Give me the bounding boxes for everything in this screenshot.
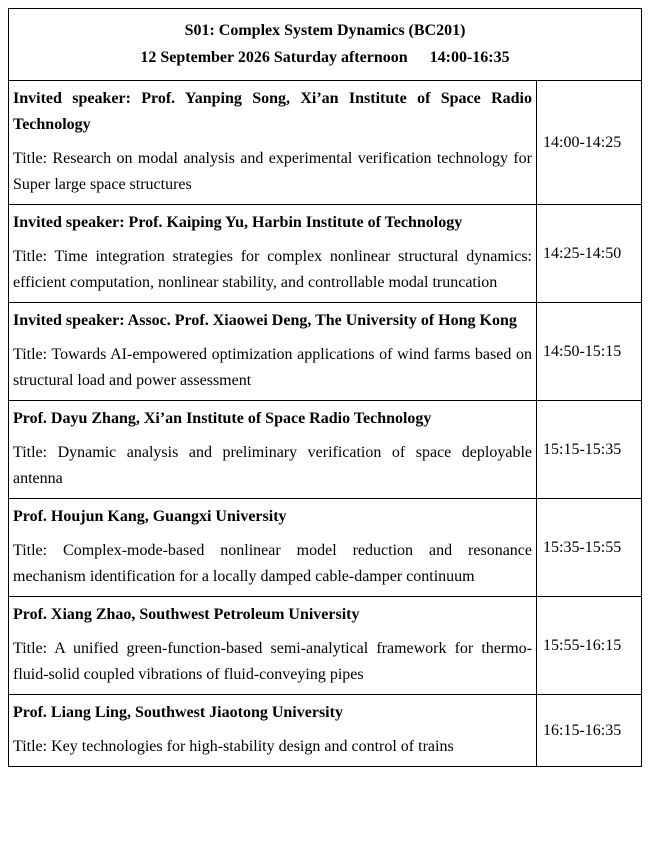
talk-speaker: Invited speaker: Prof. Kaiping Yu, Harbin Institute of Technology (13, 214, 463, 231)
talk-info (9, 597, 537, 695)
talk-row (9, 695, 642, 767)
talk-row (9, 303, 642, 401)
talk-title: Title: Research on modal analysis and experimental verification technology for Super large space structures (13, 150, 532, 193)
talk-row (9, 81, 642, 205)
talk-info (9, 81, 537, 205)
talk-time: 14:50-15:15 (537, 303, 642, 401)
talk-speaker: Invited speaker: Assoc. Prof. Xiaowei Deng, The University of Hong Kong (13, 312, 517, 329)
talk-info (9, 205, 537, 303)
talk-time: 14:25-14:50 (537, 205, 642, 303)
session-header-row (9, 9, 642, 81)
talk-row (9, 597, 642, 695)
talk-row (9, 205, 642, 303)
talk-info (9, 499, 537, 597)
talk-time: 16:15-16:35 (537, 695, 642, 767)
session-time: 14:00-16:35 (429, 49, 510, 66)
session-date-time (9, 49, 641, 67)
talk-info (9, 303, 537, 401)
talk-time: 14:00-14:25 (537, 81, 642, 205)
talk-speaker: Prof. Xiang Zhao, Southwest Petroleum University (13, 606, 360, 623)
session-title: S01: Complex System Dynamics (BC201) (184, 22, 466, 39)
talk-title: Title: A unified green-function-based semi-analytical framework for thermo-fluid-solid coupled vibrations of fluid-conveying pipes (13, 640, 532, 683)
talk-title: Title: Complex-mode-based nonlinear model reduction and resonance mechanism identification for a locally damped cable-damper continuum (13, 542, 532, 585)
talk-title: Title: Towards AI-empowered optimization applications of wind farms based on structural load and power assessment (13, 346, 532, 389)
talk-speaker: Invited speaker: Prof. Yanping Song, Xi’an Institute of Space Radio Technology (13, 90, 532, 133)
talk-title: Title: Dynamic analysis and preliminary verification of space deployable antenna (13, 444, 532, 487)
talk-time: 15:55-16:15 (537, 597, 642, 695)
talk-time: 15:15-15:35 (537, 401, 642, 499)
talk-speaker: Prof. Houjun Kang, Guangxi University (13, 508, 287, 525)
talk-speaker: Prof. Liang Ling, Southwest Jiaotong University (13, 704, 343, 721)
talk-time: 15:35-15:55 (537, 499, 642, 597)
talk-speaker: Prof. Dayu Zhang, Xi’an Institute of Space Radio Technology (13, 410, 432, 427)
session-header (9, 9, 642, 81)
talk-title: Title: Time integration strategies for complex nonlinear structural dynamics: efficient computation, nonlinear stability, and controllable modal truncation (13, 248, 532, 291)
session-date: 12 September 2026 Saturday afternoon (140, 49, 408, 66)
talk-row (9, 401, 642, 499)
talk-title: Title: Key technologies for high-stability design and control of trains (13, 738, 454, 755)
session-schedule-table (8, 8, 642, 767)
talk-info (9, 695, 537, 767)
talk-info (9, 401, 537, 499)
talk-row (9, 499, 642, 597)
